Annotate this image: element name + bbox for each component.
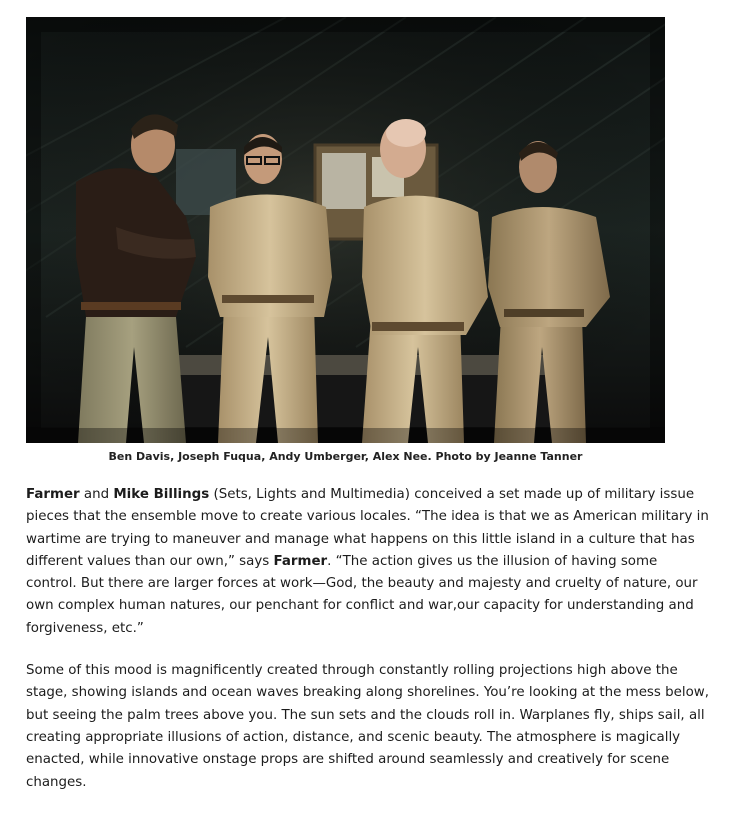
stage-photo bbox=[26, 17, 665, 443]
paragraph-1 bbox=[26, 484, 710, 640]
paragraph-1-text-b: (Sets, Lights and Multimedia) conceived a set made up of military issue pieces that the ensemble move to create various locales. “The idea is that we as American military in wartime are trying to maneuver and manage what happens on this little island in a culture that has different values than our own,” says bbox=[26, 487, 709, 569]
paragraph-1-text-c: . “The action gives us the illusion of having some control. But there are larger forces at work—God, the beauty and majesty and cruelty of nature, our own complex human natures, our penchant for conflict and war,our capacity for understanding and forgiveness, etc.” bbox=[26, 553, 698, 636]
bold-name-mike-billings: Mike Billings bbox=[113, 487, 210, 502]
paragraph-1-text-a: and bbox=[79, 487, 114, 502]
photo-caption: Ben Davis, Joseph Fuqua, Andy Umberger, Alex Nee. Photo by Jeanne Tanner bbox=[108, 450, 583, 463]
bold-name-farmer-2: Farmer bbox=[273, 553, 328, 569]
bold-name-farmer: Farmer bbox=[26, 487, 80, 502]
article-body bbox=[26, 484, 710, 794]
paragraph-2: Some of this mood is magnificently created through constantly rolling projections high above the stage, showing islands and ocean waves breaking along shorelines. You’re looking at the mess below, but seeing the palm trees above you. The sun sets and the clouds roll in. Warplanes fly, ships sail, all creating appropriate illusions of action, distance, and scenic beauty. The atmosphere is magically enacted, while innovative onstage props are shifted around seamlessly and creatively for scene changes. bbox=[26, 663, 709, 790]
stage-photo-illustration bbox=[26, 17, 665, 443]
